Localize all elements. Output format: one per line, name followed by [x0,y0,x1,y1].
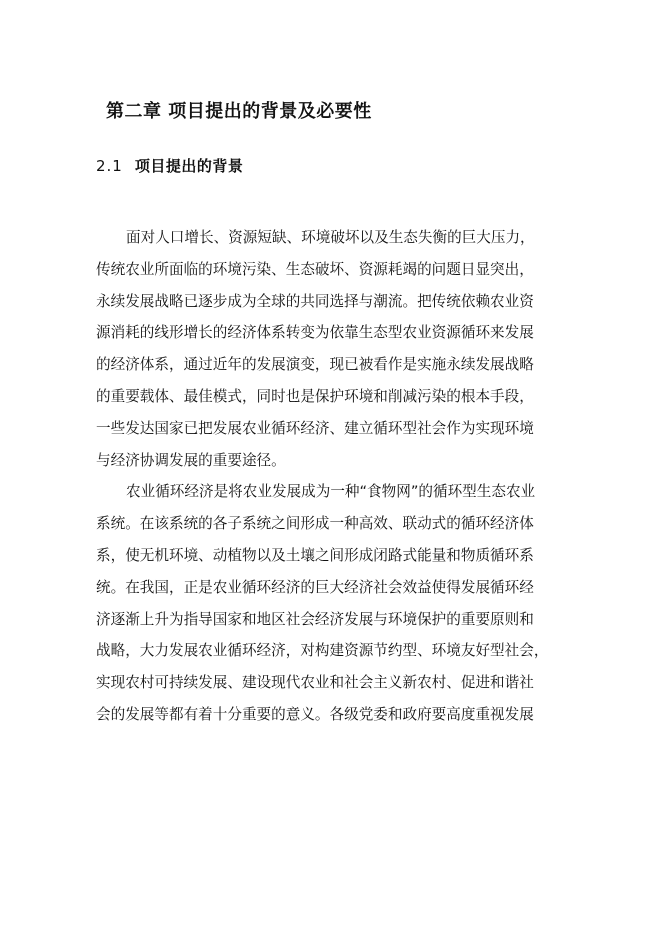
text-line: 战略，大力发展农业循环经济，对构建资源节约型、环境友好型社会， [96,642,549,660]
text-line: 源消耗的线形增长的经济体系转变为依靠生态型农业资源循环来发展 [96,324,534,342]
body-text [96,222,576,731]
section-number: 2.1 [96,157,123,175]
text-line: 传统农业所面临的环境污染、生态破坏、资源耗竭的问题日显突出， [96,260,534,278]
text-line: 农业循环经济是将农业发展成为一种“食物网”的循环型生态农业 [126,483,536,501]
text-line: 会的发展等都有着十分重要的意义。各级党委和政府要高度重视发展 [96,705,534,723]
chapter-title: 第二章 项目提出的背景及必要性 [106,101,372,122]
text-line: 与经济协调发展的重要途径。 [96,451,286,469]
section-title: 项目提出的背景 [134,157,244,175]
section-heading [96,155,243,176]
text-line: 系统。在该系统的各子系统之间形成一种高效、联动式的循环经济体 [96,515,534,533]
text-line: 实现农村可持续发展、建设现代农业和社会主义新农村、促进和谐社 [96,674,534,692]
text-line: 济逐渐上升为指导国家和地区社会经济发展与环境保护的重要原则和 [96,610,534,628]
text-line: 面对人口增长、资源短缺、环境破坏以及生态失衡的巨大压力， [126,229,535,246]
text-line: 的经济体系，通过近年的发展演变，现已被看作是实施永续发展战略 [96,356,534,374]
text-line: 一些发达国家已把发展农业循环经济、建立循环型社会作为实现环境 [96,419,534,437]
text-line: 永续发展战略已逐步成为全球的共同选择与潮流。把传统依赖农业资 [96,292,534,310]
text-line: 的重要载体、最佳模式，同时也是保护环境和削减污染的根本手段， [96,387,534,405]
text-line: 统。在我国，正是农业循环经济的巨大经济社会效益使得发展循环经 [96,578,534,596]
text-line: 系，使无机环境、动植物以及土壤之间形成闭路式能量和物质循环系 [96,546,534,564]
